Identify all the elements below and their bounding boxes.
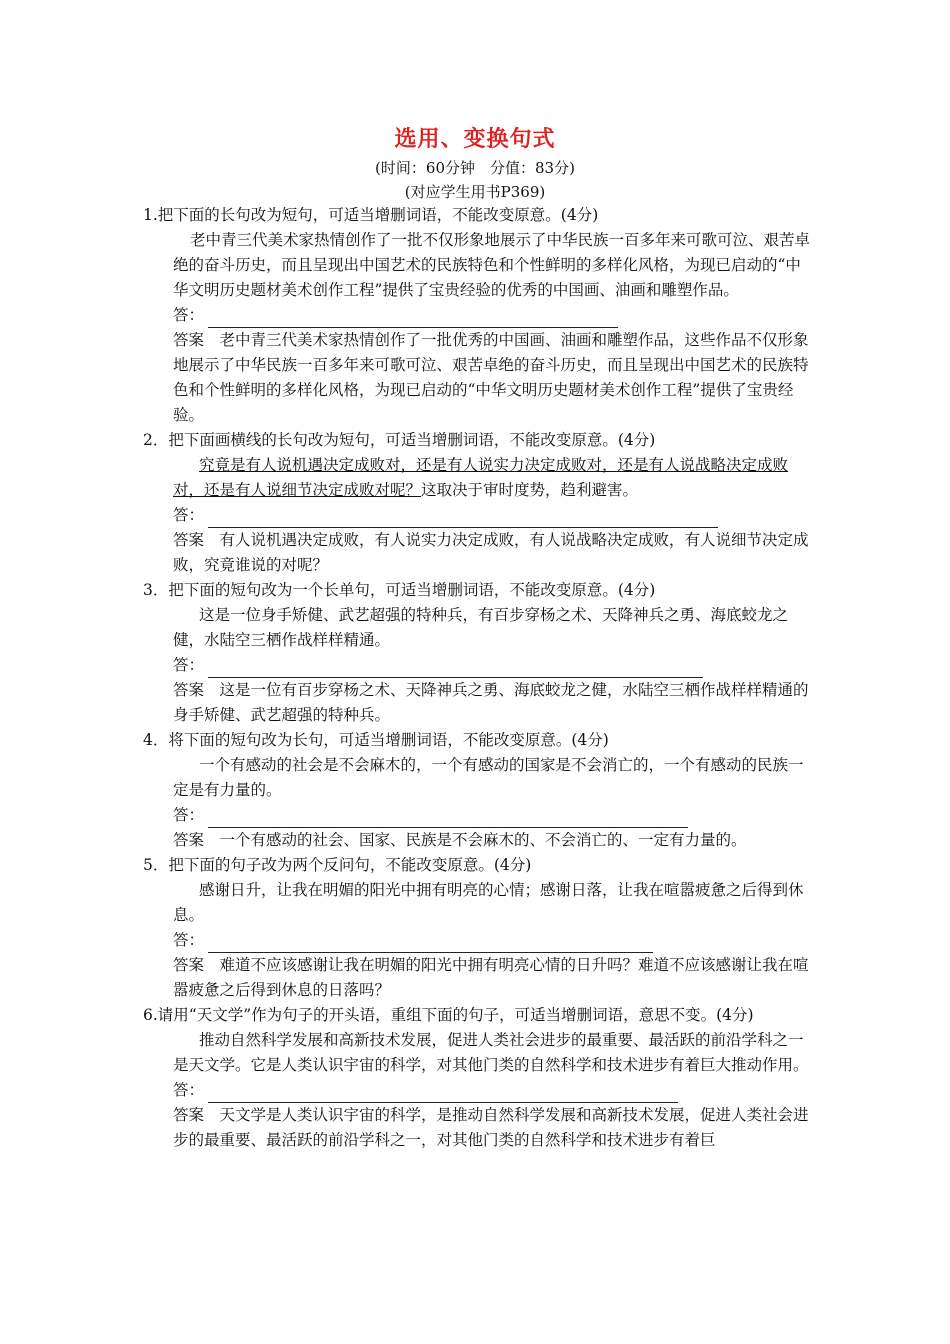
question-passage [173,453,813,503]
answer-label: 答： [173,506,205,524]
answer-label: 答： [173,931,205,949]
answer-blank[interactable] [208,513,718,528]
answer-label: 答： [173,806,205,824]
answer-blank[interactable] [208,938,653,953]
page-title: 选用、变换句式 [394,126,556,152]
answer-blank[interactable] [208,1088,678,1103]
passage-rest: 这取决于审时度势，趋利避害。 [421,481,639,499]
question-passage: 这是一位身手矫健、武艺超强的特种兵，有百步穿杨之术、天降神兵之勇、海底蛟龙之健，水陆空三栖作战样样精通。 [173,606,789,649]
question-passage: 推动自然科学发展和高新技术发展，促进人类社会进步的最重要、最活跃的前沿学科之一是天文学。它是人类认识宇宙的科学，对其他门类的自然科学和技术进步有着巨大推动作用。 [173,1031,809,1074]
answer-text: 答案 老中青三代美术家热情创作了一批优秀的中国画、油画和雕塑作品，这些作品不仅形象地展示了中华民族一百多年来可歌可泣、艰苦卓绝的奋斗历史，而且呈现出中国艺术的民族特色和个性鲜明的多样化风格，为现已启动的“中华文明历史题材美术创作工程”提供了宝贵经验。 [173,331,809,424]
reference-note: (对应学生用书P369) [404,183,546,201]
answer-line[interactable] [173,503,813,528]
answer-line[interactable] [173,303,813,328]
question-6 [143,1003,813,1153]
answer-text: 答案 有人说机遇决定成败，有人说实力决定成败，有人说战略决定成败，有人说细节决定成败，究竟谁说的对呢？ [173,531,809,574]
question-5 [143,853,813,1003]
question-prompt: 3．把下面的短句改为一个长单句，可适当增删词语，不能改变原意。(4分) [143,581,656,599]
question-prompt: 2．把下面画横线的长句改为短句，可适当增删词语，不能改变原意。(4分) [143,431,656,449]
answer-text: 答案 一个有感动的社会、国家、民族是不会麻木的、不会消亡的、一定有力量的。 [173,831,747,849]
answer-text: 答案 难道不应该感谢让我在明媚的阳光中拥有明亮心情的日升吗？难道不应该感谢让我在喧嚣疲惫之后得到休息的日落吗？ [173,956,809,999]
answer-line[interactable] [173,803,813,828]
answer-label: 答： [173,306,205,324]
question-3 [143,578,813,728]
question-prompt: 4．将下面的短句改为长句，可适当增删词语，不能改变原意。(4分) [143,731,609,749]
question-prompt: 6.请用“天文学”作为句子的开头语，重组下面的句子，可适当增删词语，意思不变。(4分) [143,1006,754,1024]
answer-text: 答案 这是一位有百步穿杨之术、天降神兵之勇、海底蛟龙之健，水陆空三栖作战样样精通的身手矫健、武艺超强的特种兵。 [173,681,809,724]
question-prompt: 1.把下面的长句改为短句，可适当增删词语，不能改变原意。(4分) [143,206,599,224]
underlined-passage: 究竟是有人说机遇决定成败对，还是有人说实力决定成败对，还是有人说战略决定成败对，还是有人说细节决定成败对呢？ [173,456,789,499]
question-passage: 一个有感动的社会是不会麻木的，一个有感动的国家是不会消亡的，一个有感动的民族一定是有力量的。 [173,756,804,799]
question-passage: 感谢日升，让我在明媚的阳光中拥有明亮的心情；感谢日落，让我在喧嚣疲惫之后得到休息。 [173,881,804,924]
question-4 [143,728,813,853]
answer-blank[interactable] [208,663,703,678]
answer-label: 答： [173,656,205,674]
answer-label: 答： [173,1081,205,1099]
question-1 [143,203,813,428]
time-score: (时间：60分钟 分值：83分) [375,159,575,177]
answer-line[interactable] [173,1078,813,1103]
question-list [143,203,813,1153]
answer-blank[interactable] [208,313,618,328]
question-2 [143,428,813,578]
answer-text: 答案 天文学是人类认识宇宙的科学，是推动自然科学发展和高新技术发展，促进人类社会进步的最重要、最活跃的前沿学科之一，对其他门类的自然科学和技术进步有着巨 [173,1106,809,1149]
answer-line[interactable] [173,653,813,678]
answer-blank[interactable] [208,813,688,828]
answer-line[interactable] [173,928,813,953]
question-prompt: 5．把下面的句子改为两个反问句，不能改变原意。(4分) [143,856,532,874]
question-passage: 老中青三代美术家热情创作了一批不仅形象地展示了中华民族一百多年来可歌可泣、艰苦卓绝的奋斗历史，而且呈现出中国艺术的民族特色和个性鲜明的多样化风格，为现已启动的“中华文明历史题材美术创作工程”提供了宝贵经验的优秀的中国画、油画和雕塑作品。 [173,231,811,299]
